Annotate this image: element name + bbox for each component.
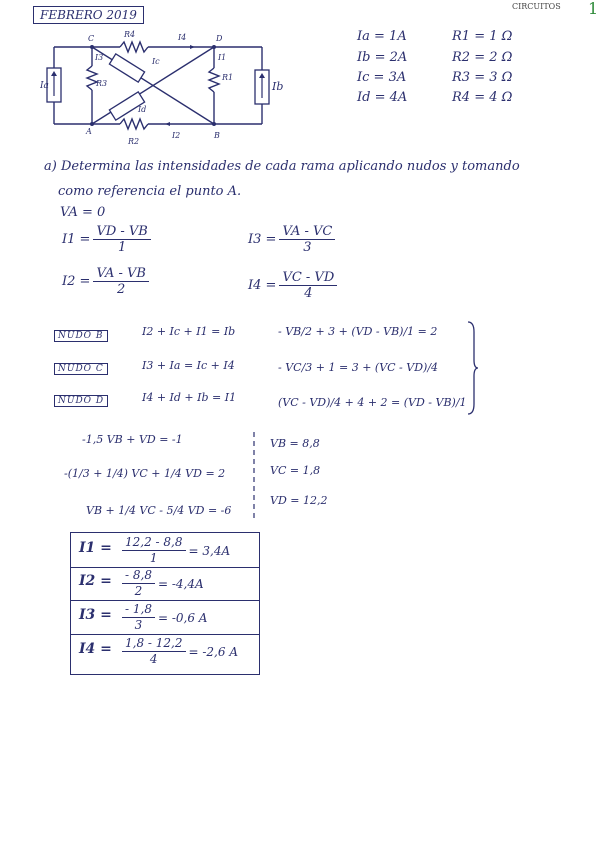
branch-eq-i4-lhs: I4 = [248, 278, 277, 293]
given-resistor-2: R2 = 2 Ω [452, 50, 513, 65]
given-resistor-1: R1 = 1 Ω [452, 29, 513, 44]
given-source-a: Ia = 1A [357, 29, 407, 44]
result-i2-num: - 8,8 [122, 568, 155, 584]
result-i4-fraction [122, 636, 186, 667]
resistor-r4 [120, 42, 148, 52]
node-c-tag-wrap [54, 356, 108, 375]
result-i2-body [119, 568, 204, 599]
branch-eq-i4-num: VC - VD [279, 270, 337, 286]
node-b-label: B [214, 131, 220, 140]
given-resistor-3: R3 = 3 Ω [452, 70, 513, 85]
i4-label: I4 [178, 33, 187, 42]
result-row-i1 [70, 532, 260, 568]
given-source-c: Ic = 3A [357, 70, 407, 85]
reference-potential: VA = 0 [60, 205, 106, 220]
result-i2-den: 2 [134, 584, 143, 598]
branch-eq-i3-num: VA - VC [279, 224, 335, 240]
page-title: FEBRERO 2019 [33, 6, 144, 24]
branch-eq-i3-lhs: I3 = [248, 232, 277, 247]
result-i1-body [119, 535, 230, 566]
node-b-tag-wrap [54, 323, 108, 342]
ic-label: Ic [152, 57, 160, 66]
result-i4-den: 4 [149, 652, 158, 666]
i3-label: I3 [95, 53, 104, 62]
branch-eq-i1 [62, 224, 154, 255]
question-line-1: a) Determina las intensidades de cada rama aplicando nudos y tomando [44, 159, 520, 174]
branch-eq-i1-num: VD - VB [93, 224, 150, 240]
r1-label: R1 [222, 73, 234, 82]
result-i3-value: = -0,6 A [157, 610, 208, 625]
result-i3-label: I3 = [79, 607, 112, 623]
result-row-i3 [70, 600, 260, 635]
given-source-b: Ib = 2A [357, 50, 408, 65]
node-d-expr: (VC - VD)/4 + 4 + 2 = (VD - VB)/1 [278, 396, 467, 409]
result-i4-num: 1,8 - 12,2 [122, 636, 186, 652]
node-system-brace [466, 320, 480, 416]
i1-label: I1 [218, 53, 227, 62]
page-mark: 1 [588, 0, 599, 18]
branch-eq-i2-lhs: I2 = [62, 274, 91, 289]
circuit-diagram [40, 28, 290, 152]
result-i1-fraction [122, 535, 186, 566]
node-b-kcl: I2 + Ic + I1 = Ib [142, 325, 236, 338]
result-i1-value: = 3,4A [188, 543, 231, 558]
system-eq-1: -1,5 VB + VD = -1 [82, 433, 183, 446]
branch-eq-i2 [62, 266, 152, 297]
result-i1-num: 12,2 - 8,8 [122, 535, 186, 551]
branch-eq-i4-den: 4 [304, 286, 313, 301]
result-i4-value: = -2,6 A [188, 644, 238, 659]
result-row-i4 [70, 634, 260, 675]
result-i3-num: - 1,8 [122, 602, 155, 618]
solution-vc: VC = 1,8 [270, 464, 321, 477]
result-i1-den: 1 [149, 551, 158, 565]
id-label: Id [138, 105, 147, 114]
node-c-expr: - VC/3 + 1 = 3 + (VC - VD)/4 [278, 361, 439, 374]
r3-label: R3 [96, 79, 108, 88]
system-eq-2: -(1/3 + 1/4) VC + 1/4 VD = 2 [64, 467, 226, 480]
resistor-r1 [209, 68, 219, 92]
system-eq-3: VB + 1/4 VC - 5/4 VD = -6 [86, 504, 232, 517]
i2-label: I2 [172, 131, 181, 140]
solution-brace [248, 430, 260, 520]
node-d-kcl: I4 + Id + Ib = I1 [142, 391, 237, 404]
ia-label: Ia [40, 81, 49, 91]
r4-label: R4 [124, 30, 136, 39]
question-line-2: como referencia el punto A. [58, 184, 242, 199]
source-ic [109, 54, 144, 82]
branch-eq-i4-fraction [279, 270, 337, 301]
node-d-tag: NUDO D [54, 395, 108, 407]
branch-eq-i2-fraction [93, 266, 149, 297]
branch-eq-i3 [248, 224, 338, 255]
solution-vd: VD = 12,2 [270, 494, 328, 507]
result-i3-fraction [122, 602, 155, 633]
node-b-expr: - VB/2 + 3 + (VD - VB)/1 = 2 [278, 325, 438, 338]
branch-eq-i2-num: VA - VB [93, 266, 149, 282]
node-b-tag: NUDO B [54, 330, 108, 342]
branch-eq-i2-den: 2 [117, 282, 126, 297]
subject-label: CIRCUITOS [512, 2, 561, 11]
node-a-label: A [86, 127, 92, 136]
ib-label: Ib [272, 80, 284, 93]
node-d-label: D [216, 34, 223, 43]
result-i4-body [119, 636, 238, 667]
result-i2-label: I2 = [79, 573, 112, 589]
given-source-d: Id = 4A [357, 90, 408, 105]
branch-eq-i1-lhs: I1 = [62, 232, 91, 247]
node-d-tag-wrap [54, 388, 108, 407]
branch-eq-i1-den: 1 [118, 240, 127, 255]
result-i1-label: I1 = [79, 540, 112, 556]
result-i4-label: I4 = [79, 641, 112, 657]
result-i2-value: = -4,4A [157, 576, 204, 591]
branch-eq-i3-den: 3 [303, 240, 312, 255]
resistor-r2 [120, 119, 148, 129]
r2-label: R2 [128, 137, 140, 146]
result-i3-body [119, 602, 207, 633]
node-c-tag: NUDO C [54, 363, 108, 375]
branch-eq-i4 [248, 270, 340, 301]
result-i3-den: 3 [134, 618, 143, 632]
branch-eq-i3-fraction [279, 224, 335, 255]
given-resistor-4: R4 = 4 Ω [452, 90, 513, 105]
node-c-label: C [88, 34, 95, 43]
node-c-kcl: I3 + Ia = Ic + I4 [142, 359, 235, 372]
solution-vb: VB = 8,8 [270, 437, 320, 450]
branch-eq-i1-fraction [93, 224, 150, 255]
result-i2-fraction [122, 568, 155, 599]
result-row-i2 [70, 566, 260, 601]
